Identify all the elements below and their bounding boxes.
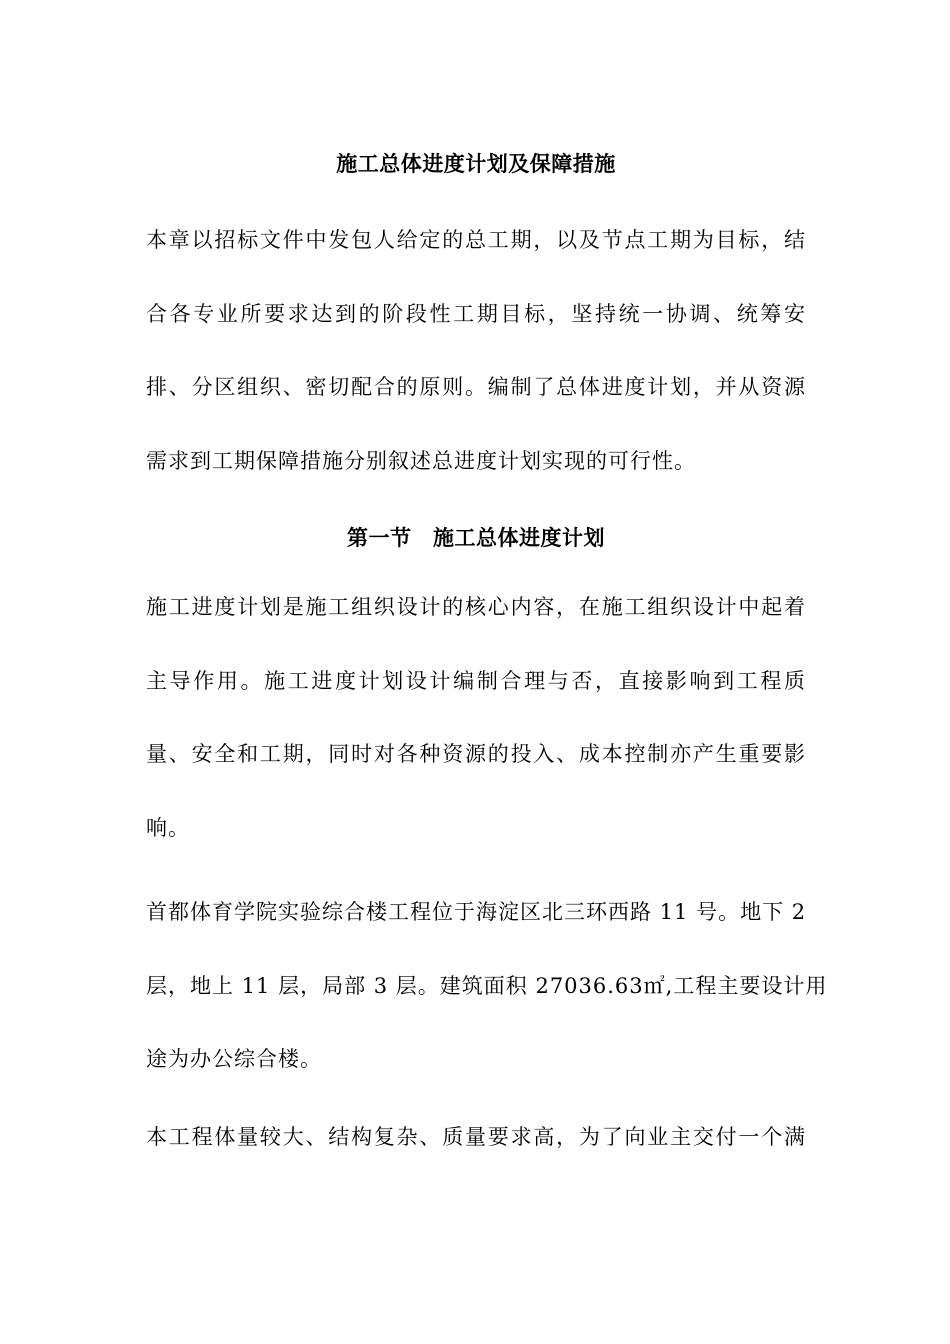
intro-line-4: 需求到工期保障措施分别叙述总进度计划实现的可行性。 [146, 448, 696, 473]
document-page [146, 0, 828, 1344]
section-paragraph-3 [146, 1101, 806, 1175]
document-title: 施工总体进度计划及保障措施 [336, 151, 616, 176]
paragraph-1-line-3: 量、安全和工期，同时对各种资源的投入、成本控制亦产生重要影 [146, 742, 806, 766]
section-heading: 第一节 施工总体进度计划 [347, 525, 605, 550]
paragraph-1-line-1: 施工进度计划是施工组织设计的核心内容，在施工组织设计中起着 [146, 595, 806, 619]
paragraph-1-line-4: 响。 [146, 815, 190, 840]
intro-paragraph [146, 204, 806, 498]
paragraph-1-line-2: 主导作用。施工进度计划设计编制合理与否，直接影响到工程质 [146, 668, 806, 693]
section-paragraph-1 [146, 571, 806, 865]
intro-line-1: 本章以招标文件中发包人给定的总工期，以及节点工期为目标，结 [146, 228, 806, 252]
section-paragraph-2 [146, 876, 828, 1097]
paragraph-2-line-1: 首都体育学院实验综合楼工程位于海淀区北三环西路 11 号。地下 2 [146, 900, 807, 924]
paragraph-2-line-3: 途为办公综合楼。 [146, 1047, 322, 1071]
intro-line-3: 排、分区组织、密切配合的原则。编制了总体进度计划，并从资源 [146, 375, 806, 399]
paragraph-3-line-1: 本工程体量较大、结构复杂、质量要求高，为了向业主交付一个满 [146, 1125, 806, 1149]
intro-line-2: 合各专业所要求达到的阶段性工期目标，坚持统一协调、统筹安 [146, 301, 806, 326]
paragraph-2-line-2: 层，地上 11 层，局部 3 层。建筑面积 27036.63㎡,工程主要设计用 [146, 973, 828, 998]
